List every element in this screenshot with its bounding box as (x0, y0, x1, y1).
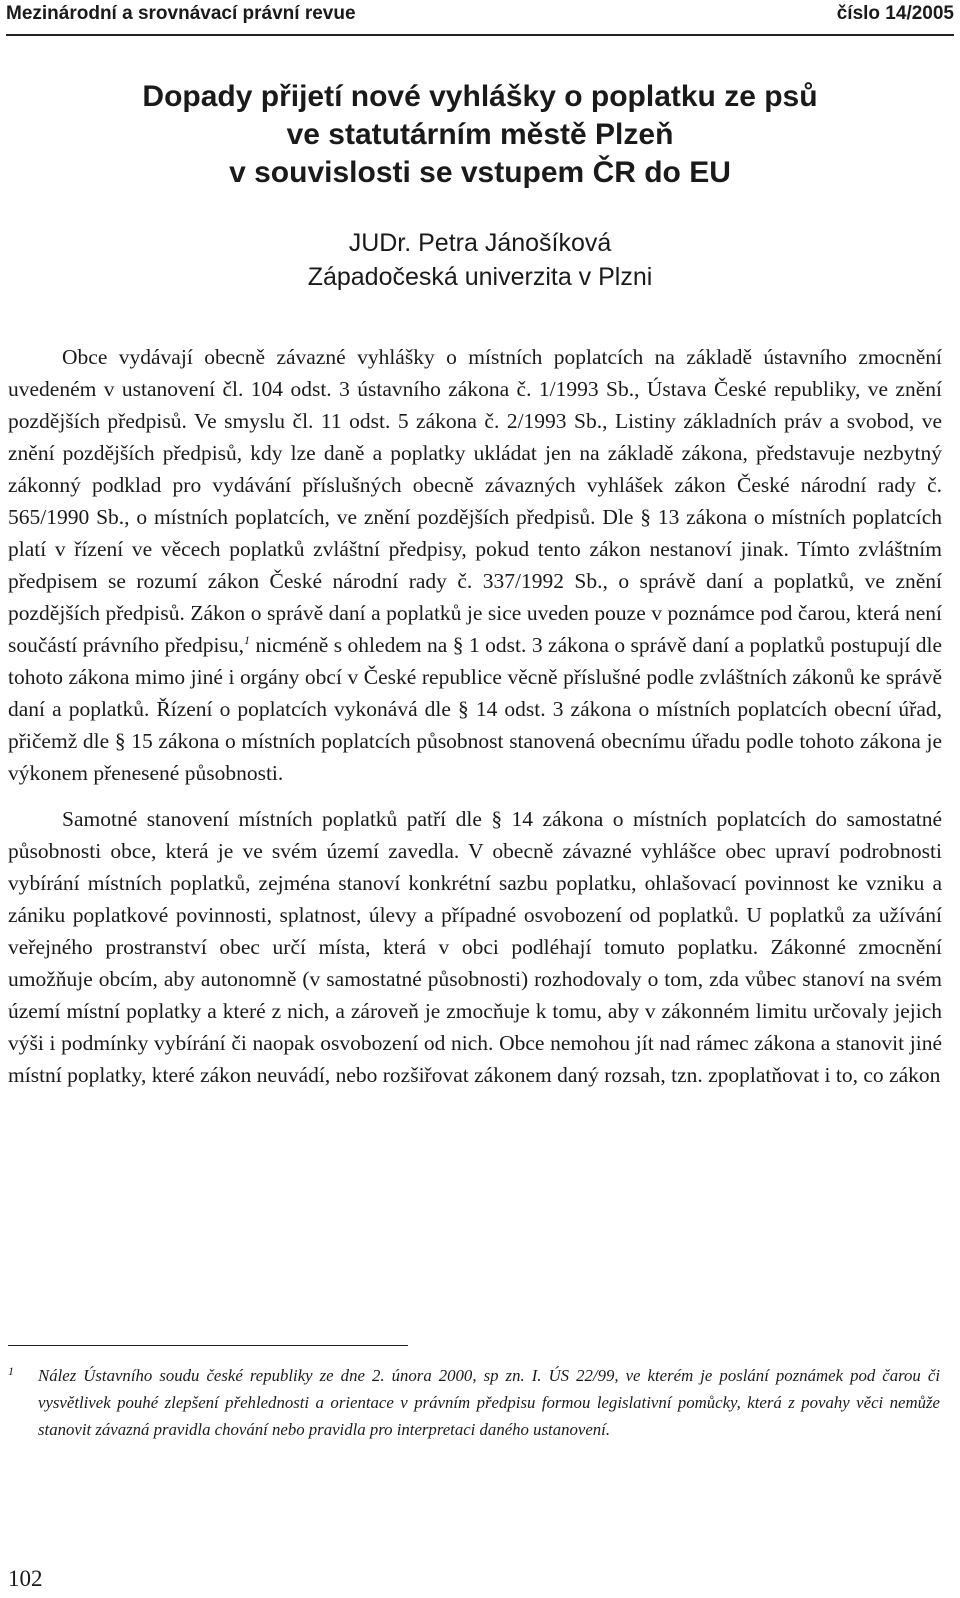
body-paragraph: Samotné stanovení místních poplatků patří dle § 14 zákona o místních poplatcích do samostatné působnosti obce, která je ve svém území zavedla. V obecně závazné vyhlášce obec upraví podrobnosti vybírání místních poplatků, zejména stanoví konkrétní sazbu poplatku, ohlašovací povinnost ke vzniku a zániku poplatkové povinnosti, splatnost, úlevy a případné osvobození od poplatků. U poplatků za užívání veřejného prostranství obec určí místa, která v obci podléhají tomuto poplatku. Zákonné zmocnění umožňuje obcím, aby autonomně (v samostatné působnosti) rozhodovaly o tom, zda vůbec stanoví na svém území místní poplatky a které z nich, a zároveň je zmocňuje k tomu, aby v zákonném limitu určovaly jejich výši i podmínky vybírání či naopak osvobození od nich. Obce nemohou jít nad rámec zákona a stanovit jiné místní poplatky, které zákon neuvádí, nebo rozšiřovat zákonem daný rozsah, tzn. zpoplatňovat i to, co zákon (8, 807, 942, 1087)
body-paragraph (8, 341, 942, 789)
article-body (8, 341, 942, 1091)
journal-title: Mezinárodní a srovnávací právní revue (6, 3, 356, 24)
paragraph-text: Obce vydávají obecně závazné vyhlášky o místních poplatcích na základě ústavního zmocnění uvedeném v ustanovení čl. 104 odst. 3 ústavního zákona č. 1/1993 Sb., Ústava České republiky, ve znění pozdějších předpisů. Ve smyslu čl. 11 odst. 5 zákona č. 2/1993 Sb., Listiny základních práv a svobod, ve znění pozdějších předpisů, kdy lze daně a poplatky ukládat jen na základě zákona, představuje nezbytný zákonný podklad pro vydávání příslušných obecně závazných vyhlášek zákon České národní rady č. 565/1990 Sb., o místních poplatcích, ve znění pozdějších předpisů. Dle § 13 zákona o místních poplatcích platí v řízení ve věcech poplatků zvláštní předpisy, pokud tento zákon nestanoví jinak. Tímto zvláštním předpisem se rozumí zákon České národní rady č. 337/1992 Sb., o správě daní a poplatků, ve znění pozdějších předpisů. Zákon o správě daní a poplatků je sice uveden pouze v poznámce pod čarou, která není součástí právního předpisu, (8, 345, 942, 657)
author-affiliation: Západočeská univerzita v Plzni (307, 263, 653, 291)
title-line: ve statutárním městě Plzeň (286, 118, 674, 151)
running-header (6, 0, 954, 36)
article-title (0, 78, 960, 192)
title-line: v souvislosti se vstupem ČR do EU (229, 156, 731, 189)
title-line: Dopady přijetí nové vyhlášky o poplatku ze psů (142, 80, 818, 113)
footnote (8, 1362, 940, 1443)
author-name: JUDr. Petra Jánošíková (348, 229, 612, 257)
footnote-number: 1 (8, 1364, 14, 1378)
issue-number: číslo 14/2005 (836, 3, 954, 24)
footnote-separator (8, 1345, 408, 1346)
author-block (0, 226, 960, 294)
footnote-reference[interactable]: 1 (244, 632, 251, 647)
footnote-text: Nález Ústavního soudu české republiky ze dne 2. února 2000, sp zn. I. ÚS 22/99, ve kterém je poslání poznámek pod čarou či vysvětlivek pouhé zlepšení přehlednosti a orientace v právním předpisu formou legislativní pomůcky, která z povahy věci nemůže stanovit závazná pravidla chování nebo pravidla pro interpretaci daného ustanovení. (38, 1366, 940, 1439)
page-number: 102 (8, 1566, 43, 1591)
paragraph-text: nicméně s ohledem na § 1 odst. 3 zákona o správě daní a poplatků postupují dle tohoto zákona mimo jiné i orgány obcí v České republice věcně příslušné podle zvláštních zákonů ke správě daní a poplatků. Řízení o poplatcích vykonává dle § 14 odst. 3 zákona o místních poplatcích obecní úřad, přičemž dle § 15 zákona o místních poplatcích působnost stanovená obecnímu úřadu podle tohoto zákona je výkonem přenesené působnosti. (8, 633, 942, 785)
